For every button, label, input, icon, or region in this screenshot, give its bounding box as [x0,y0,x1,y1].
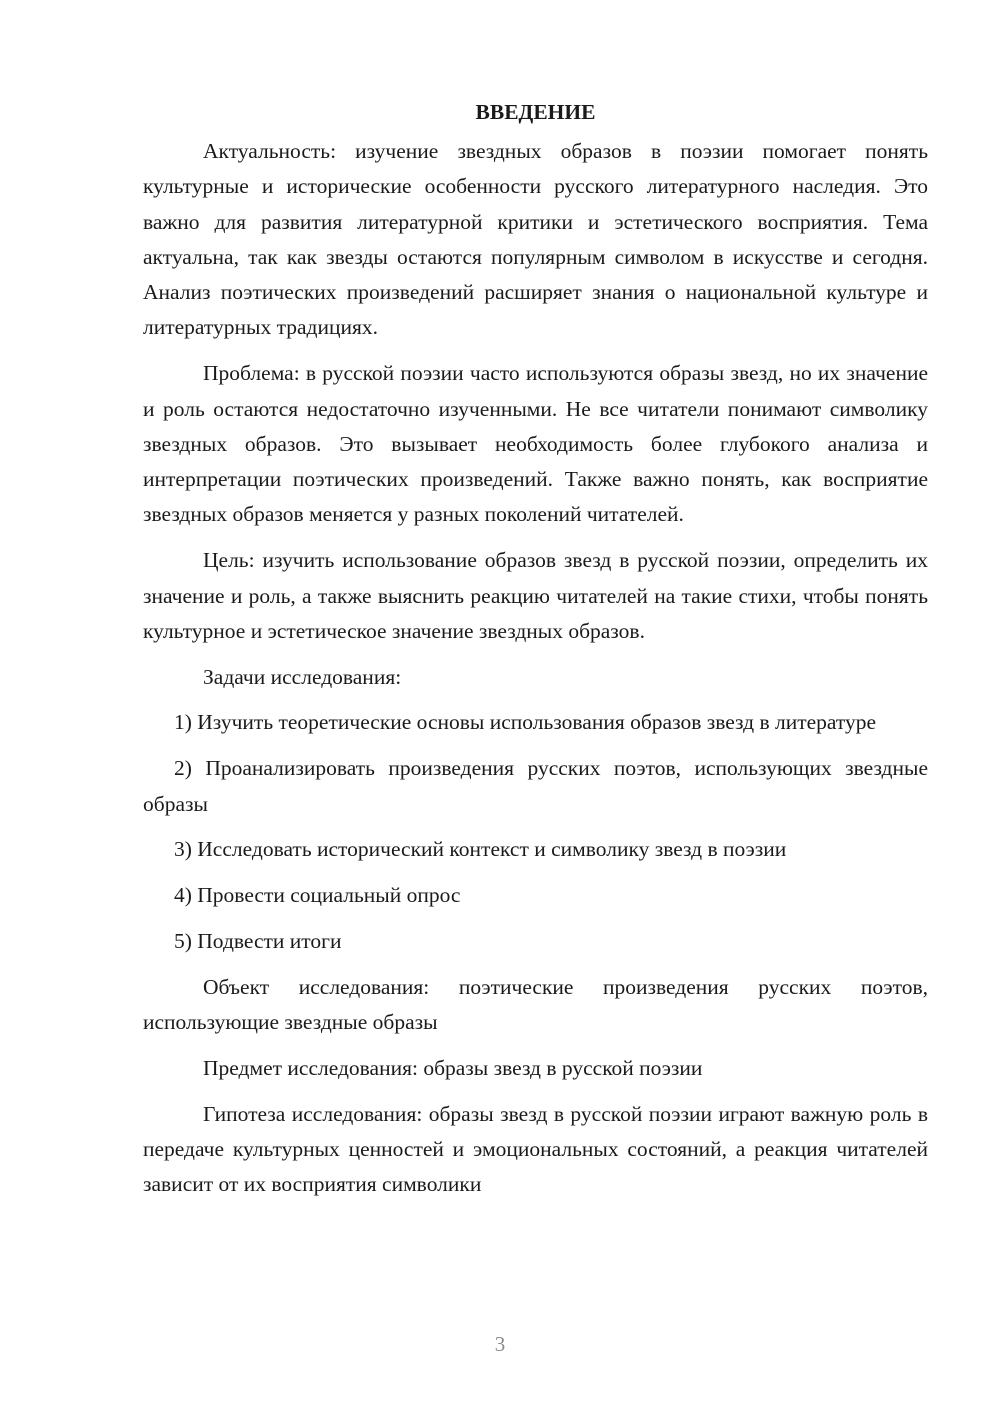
paragraph-relevance: Актуальность: изучение звездных образов в поэзии помогает понять культурные и исторические особенности русского литературного наследия. Это важно для развития литературной критики и эстетического восприятия. Тема актуальна, так как звезды остаются популярным символом в искусстве и сегодня. Анализ поэтических произведений расширяет знания о национальной культуре и литературных традициях. [143,139,928,340]
paragraph-hypothesis: Гипотеза исследования: образы звезд в русской поэзии играют важную роль в передаче культурных ценностей и эмоциональных состояний, а реакция читателей зависит от их восприятия символики [143,1101,928,1197]
task-item-3: 3) Исследовать исторический контекст и символику звезд в поэзии [174,837,787,862]
paragraph-goal: Цель: изучить использование образов звезд в русской поэзии, определить их значение и роль, а также выяснить реакцию читателей на такие стихи, чтобы понять культурное и эстетическое значение звездных образов. [143,548,928,643]
task-item-4: 4) Провести социальный опрос [174,883,461,908]
document-page [143,96,928,1203]
task-item-1: 1) Изучить теоретические основы использования образов звезд в литературе [174,710,877,735]
paragraph-object: Объект исследования: поэтические произведения русских поэтов, использующие звездные образы [143,974,928,1035]
task-item-2: 2) Проанализировать произведения русских поэтов, использующих звездные образы [143,756,928,816]
paragraph-tasks-heading: Задачи исследования: [203,664,402,689]
paragraph-problem: Проблема: в русской поэзии часто используются образы звезд, но их значение и роль остаются недостаточно изученными. Не все читатели понимают символику звездных образов. Это вызывает необходимость более глубокого анализа и интерпретации поэтических произведений. Также важно понять, как восприятие звездных образов меняется у разных поколений читателей. [143,361,928,527]
paragraph-subject: Предмет исследования: образы звезд в русской поэзии [203,1055,703,1080]
section-title: ВВЕДЕНИЕ [475,100,596,124]
page-number: 3 [494,1332,506,1356]
task-item-5: 5) Подвести итоги [174,928,342,953]
